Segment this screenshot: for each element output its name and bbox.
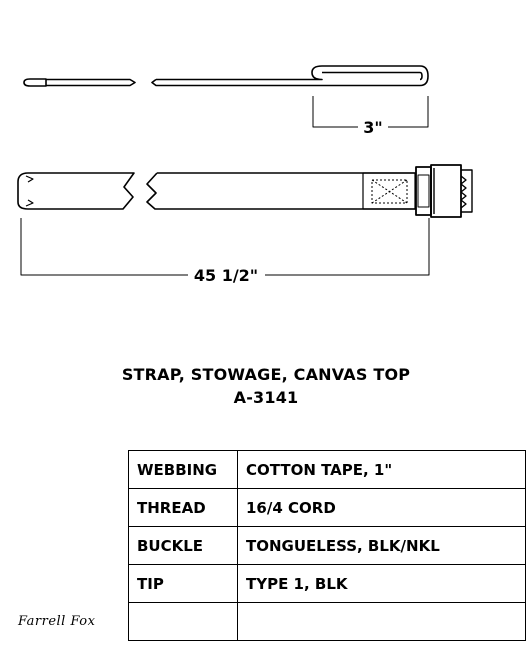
spec-value <box>238 603 526 641</box>
stitch-x <box>372 180 407 203</box>
side-view-tip <box>24 79 46 86</box>
spec-key <box>129 603 238 641</box>
buckle-slot <box>418 175 429 207</box>
spec-value: COTTON TAPE, 1" <box>238 451 526 489</box>
spec-key: TIP <box>129 565 238 603</box>
main-view-strap-right <box>147 173 416 209</box>
spec-key: BUCKLE <box>129 527 238 565</box>
side-view-strap-left <box>46 80 135 86</box>
spec-value: TYPE 1, BLK <box>238 565 526 603</box>
side-view-strap-right <box>152 66 428 86</box>
table-row <box>129 603 526 641</box>
buckle-teeth <box>434 168 472 214</box>
spec-key: WEBBING <box>129 451 238 489</box>
spec-value: TONGUELESS, BLK/NKL <box>238 527 526 565</box>
dim-top-label: 3" <box>363 118 383 137</box>
table-row <box>129 451 526 489</box>
main-view-tip-notch <box>26 176 33 206</box>
spec-key: THREAD <box>129 489 238 527</box>
part-number: A-3141 <box>233 388 299 407</box>
dim-bottom-label: 45 1/2" <box>193 266 259 285</box>
spec-value: 16/4 CORD <box>238 489 526 527</box>
table-row <box>129 527 526 565</box>
table-row <box>129 489 526 527</box>
table-row <box>129 565 526 603</box>
spec-table <box>128 450 526 641</box>
main-view-strap-left <box>44 173 134 209</box>
buckle-frame <box>431 165 461 217</box>
side-view-fold-inner <box>322 73 422 80</box>
signature: Farrell Fox <box>18 614 96 629</box>
drawing-title: STRAP, STOWAGE, CANVAS TOP <box>121 365 411 384</box>
